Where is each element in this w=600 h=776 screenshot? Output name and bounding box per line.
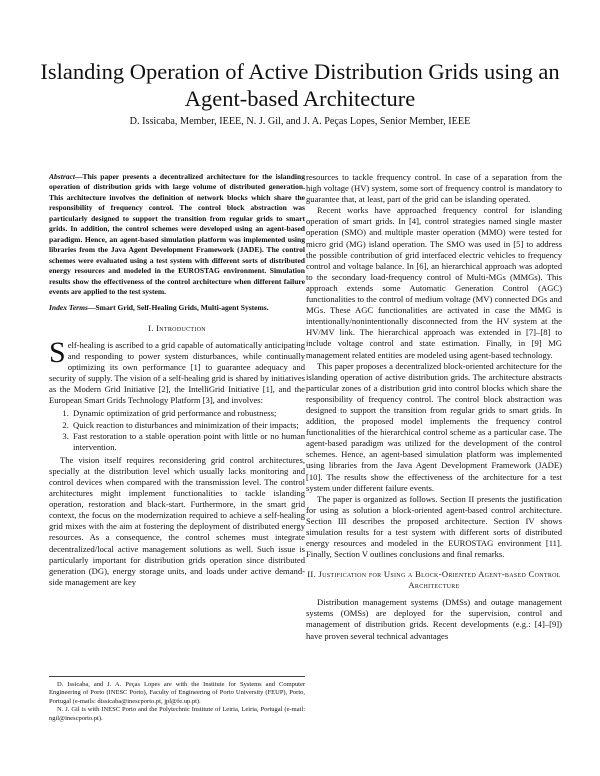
right-paragraph-4: The paper is organized as follows. Section II presents the justification for using as solution a block-oriented agent-based control architecture. Section III describes the proposed architecture. Section IV shows simulation results for a test system with different sorts of distributed energy resources and modeled in the EUROSTAG environment [11]. Finally, Section V outlines conclusions and final remarks. bbox=[306, 493, 562, 560]
right-paragraph-1: resources to tackle frequency control. In case of a separation from the high voltage (HV) system, some sort of frequency control is mandatory to guarantee that, at least, part of the grid can be islanding operated. bbox=[306, 172, 562, 205]
list-item: 3. Fast restoration to a stable operation point with little or no human intervention. bbox=[71, 431, 305, 453]
intro-body bbox=[49, 335, 305, 588]
index-terms bbox=[49, 303, 305, 313]
paper-title: Islanding Operation of Active Distribution Grids using an Agent-based Architecture bbox=[40, 59, 560, 111]
abstract-text: —This paper presents a decentralized architecture for the islanding operation of distribution grids with large volume of distributed generation. This architecture involves the definition of network blocks which share the responsibility of frequency control. The control block abstraction was particularly designed to support the transition from regular grids to smart grids. In addition, the control schemes were developed using an agent-based paradigm. Hence, an agent-based simulation platform was implemented using libraries from the Java Agent Development Framework (JADE). The control schemes were evaluated using a test system with different sorts of distributed energy resources and modeled in the EUROSTAG environment. Simulation results show the effectiveness of the control architecture when different failure events are applied to the test system. bbox=[49, 172, 305, 296]
footnotes bbox=[49, 676, 305, 723]
list-item: 1. Dynamic optimization of grid performance and robustness; bbox=[71, 408, 305, 419]
list-item: 2. Quick reaction to disturbances and minimization of their impacts; bbox=[71, 420, 305, 431]
section-heading-introduction: I. Introduction bbox=[148, 322, 206, 333]
abstract bbox=[49, 172, 305, 297]
abstract-lead: Abstract bbox=[49, 172, 75, 181]
right-column bbox=[306, 172, 562, 642]
footnote-affiliation-1: D. Issicaba, and J. A. Peças Lopes are with the Institute for Systems and Computer Engineering of Porto (INESC Porto), Faculty of Engineering of Porto University (FEUP), Porto, Portugal (e-mails: dissicaba@inescporto.pt, jpl@fe.up.pt). bbox=[49, 681, 305, 705]
paper-authors: D. Issicaba, Member, IEEE, N. J. Gil, and J. A. Peças Lopes, Senior Member, IEEE bbox=[129, 116, 471, 127]
intro-list bbox=[49, 408, 305, 452]
left-column bbox=[49, 172, 305, 588]
right-paragraph-2: Recent works have approached frequency control for islanding operation of smart grids. In [4], control strategies named single master operation (SMO) and multiple master operation (MMO) were tested for micro grid (MG) island operation. The SMO was used in [5] to address the possible contribution of grid interfaced electric vehicles to frequency control and voltage balance. In [6], an hierarchical approach was adopted to the secondary load-frequency control of Multi-MGs (MMGs). This approach extends some Automatic Generation Control (AGC) functionalities to the control of medium voltage (MV) connected DGs and MGs. These AGC functionalities are activated in case the MMG is intentionally/nonintentionally disconnected from the HV system at the HV/MV link. The hierarchical approach was extended in [7]–[8] to include voltage control and state estimation. Finally, in [9] MG management related entities are modeled using agent-based technology. bbox=[306, 205, 562, 360]
drop-cap: S bbox=[49, 335, 66, 369]
section-heading-justification: II. Justification for Using a Block-Oriented Agent-based Control Architecture bbox=[307, 569, 561, 591]
index-lead: Index Terms bbox=[49, 303, 88, 313]
right-paragraph-3: This paper proposes a decentralized block-oriented architecture for the islanding operation of active distribution grids. The architecture abstracts particular zones of a distribution grid into control blocks which share the responsibility of frequency control. The control block abstraction was designed to support the transition from regular grids to smart grids. In addition, the proposed model implements the frequency control functionalities of the hierarchical control scheme as a particular case. The agent-based paradigm was utilized for the development of the control schemes. Hence, an agent-based simulation platform was implemented using libraries from the Java Agent Development Framework (JADE) [10]. The results show the effectiveness of the architecture for a test system under different failure events. bbox=[306, 360, 562, 493]
right-paragraph-5: Distribution management systems (DMSs) and outage management systems (OMSs) are deployed for the supervision, control and management of distribution grids. Recent developments (e.g.: [4]–[9]) have proven several technical advantages bbox=[306, 597, 562, 641]
index-text: —Smart Grid, Self-Healing Grids, Multi-agent Systems. bbox=[87, 303, 269, 313]
intro-paragraph-1-text: elf-healing is ascribed to a grid capable of automatically anticipating and responding to power system disturbances, while continually optimizing its own performance [1] to guarantee adequacy and security of supply. The vision of a self-healing grid is shared by initiatives as the Modern Grid Initiative [2], the IntelliGrid Initiative [1], and the European Smart Grids Technology Platform [3], and involves: bbox=[49, 339, 305, 406]
footnote-affiliation-2: N. J. Gil is with INESC Porto and the Polytechnic Institute of Leiria, Leiria, Portugal (e-mail: ngil@inescporto.pt). bbox=[49, 706, 305, 722]
intro-paragraph-2: The vision itself requires reconsidering grid control architectures, specially at the distribution level which usually lacks monitoring and control devices when compared with the transmission level. The control architectures might implement functionalities to tackle islanding operation, restoration and black-start. Furthermore, in the smart grid context, the focus on the modernization required to achieve a self-healing grid mixes with the aim at fostering the deployment of distributed energy resources. As a consequence, the control schemes must integrate decentralized/local active management solutions as well. Such issue is particularly important for distribution grids operation since distributed generation (DG), energy storage units, and loads under active demand-side management are key bbox=[49, 454, 305, 587]
intro-paragraph-1 bbox=[49, 335, 305, 407]
